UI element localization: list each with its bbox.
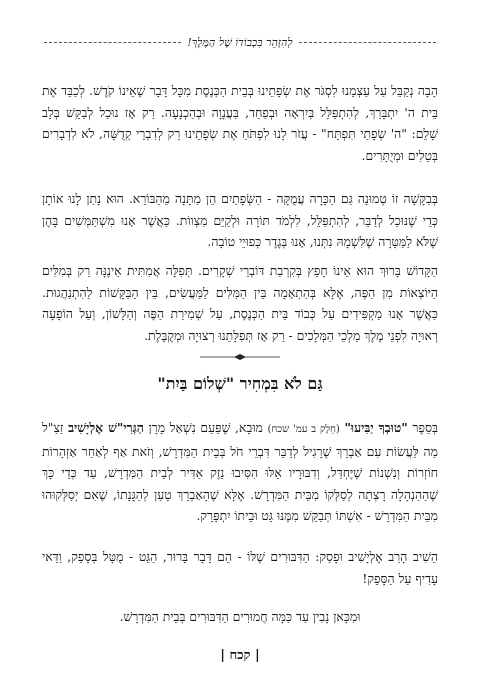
running-header (38, 32, 442, 52)
paragraph-2: בְּבַקָּשָׁה זוֹ טְמוּנָה גַּם הַכָּרָה עֲמֻקָּה - הַשְּׂפָתַיִם הֵן מַתָּנָה מֵהַבּוֹרֵא. הוּא נָתַן לָנוּ אוֹתָן כְּדֵי שֶׁנּוּכַל לְדַבֵּר, לְהִתְפַּלֵּל, לִלְמֹד תּוֹרָה וּלְקַיֵּם מִצְווֹת. כַּאֲשֶׁר אָנוּ מִשְׁתַּמְּשִׁים בָּהֶן שֶׁלֹּא לַמַּטָּרָה שֶׁלִּשְׁמָהּ נִתְּנוּ, אָנוּ בְּגֶדֶר כְּפוּיֵי טוֹבָה. (42, 191, 438, 249)
paragraph-4 (42, 417, 438, 527)
p4-open: בְּסֵפֶר (412, 420, 438, 435)
paragraph-1: הָבָה נְקַבֵּל עַל עַצְמֵנוּ לִסְגֹּר אֶת שְׂפָתֵינוּ בְּבֵית הַכְּנֶסֶת מִכָּל דָּבָר שֶׁאֵינוֹ קֹדֶשׁ. לְכַבֵּד אֶת בֵּית ה' יִתְבָּרַךְ, לְהִתְפַּלֵּל בְּיִרְאָה וּבְפַחַד, בַּעֲנָוָה וּבְהַכְנָעָה. רַק אָז נוּכַל לְבַקֵּשׁ בְּלֵב שָׁלֵם: "ה' שְׂפָתַי תִּפְתָּח" - עֲזֹר לָנוּ לִפְתֹּחַ אֶת שְׂפָתֵינוּ רַק לְדִבְרֵי קְדֻשָּׁה, לֹא לִדְבָרִים בְּטֵלִים וּמְיֻתָּרִים. (42, 83, 438, 163)
book-name: "טוּבְךָ יַבִּיעוּ" (344, 420, 408, 435)
paragraph-3: הַקָּדוֹשׁ בָּרוּךְ הוּא אֵינוֹ חָפֵץ בְּקִרְבַת דּוֹבְרֵי שְׁקָרִים. תְּפִלָּה אֲמִתִּית אֵינֶנָּה רַק בְּמִלִּים הַיּוֹצְאוֹת מִן הַפֶּה, אֶלָּא בְּהַתְאָמָה בֵּין הַמִּלִּים לַמַּעֲשִׂים, בֵּין הַבַּקָּשׁוֹת לַהִתְנַהֲגוּת. כַּאֲשֶׁר אָנוּ מַקְפִּידִים עַל כְּבוֹד בֵּית הַכְּנֶסֶת, עַל שְׁמִירַת הַפֶּה וְהַלָּשׁוֹן, וְעַל הוֹפָעָה רְאוּיָה לִפְנֵי מֶלֶךְ מַלְכֵי הַמְּלָכִים - רַק אָז תְּפִלָּתֵנוּ רְצוּיָה וּמְקֻבֶּלֶת. (42, 263, 438, 343)
section-title: גַּם לֹא בִּמְחִיר "שְׁלוֹם בַּיִת" (157, 374, 323, 393)
paragraph-6: וּמִכָּאן נָבִין עַד כַּמָּה חֲמוּרִים הַדִּבּוּרִים בְּבֵית הַמִּדְרָשׁ. (119, 609, 361, 624)
rav-name: הַגְּרִי"שׁ אֶלְיָשִׁיב (68, 420, 144, 435)
book-citation: (חֵלֶק ב עמ' שכח) (267, 424, 340, 435)
page-number: | קכח | (220, 648, 260, 663)
paragraph-5: הֵשִׁיב הָרַב אֶלְיָשִׁיב וּפָסַק: הַדִּבּוּרִים שֶׁלּוֹ - הֵם דָּבָר בָּרוּר, הַגֵּט - מֻטָּל בְּסָפֵק, וַדַּאי עָדִיף עַל הַסָּפֵק! (42, 549, 438, 586)
header-rule-left (44, 42, 181, 43)
ornament-divider-icon (200, 353, 280, 361)
p4-mid: מוּבָא, שֶׁפַּעַם נִשְׁאַל מָרָן (148, 420, 263, 435)
running-title: לְהִזָּהֵר בִּכְבוֹדוֹ שֶׁל הַמֶּלֶךְ! (187, 35, 293, 49)
header-rule-right (299, 42, 436, 43)
p4-rest: זַצַ"ל מַה לַּעֲשׂוֹת עִם אַבְרֵךְ שֶׁרָגִיל לְדַבֵּר דִּבְרֵי חֹל בְּבֵית הַמִּדְרָשׁ, וְזֹאת אַף לְאַחַר אַזְהָרוֹת חוֹזְרוֹת וְנִשְׁנוֹת שֶׁיֶּחְדַּל, וְדִבּוּרָיו אֵלּוּ הִסִּיבוּ נֵזֶק אַדִּיר לְבֵית הַמִּדְרָשׁ, עַד כְּדֵי כָּךְ שֶׁהַהַנְהָלָה רָצְתָה לְסַלְּקוֹ מִבֵּית הַמִּדְרָשׁ. אֶלָּא שֶׁהָאַבְרֵךְ טָעַן לְהַגָּנָתוֹ, שֶׁאִם יְסַלְּקוּהוּ מִבֵּית הַמִּדְרָשׁ - אִשְׁתּוֹ תְּבַקֵּשׁ מִמֶּנּוּ גֵּט וּבֵיתוֹ יִתְפָּרֵק. (42, 420, 438, 523)
